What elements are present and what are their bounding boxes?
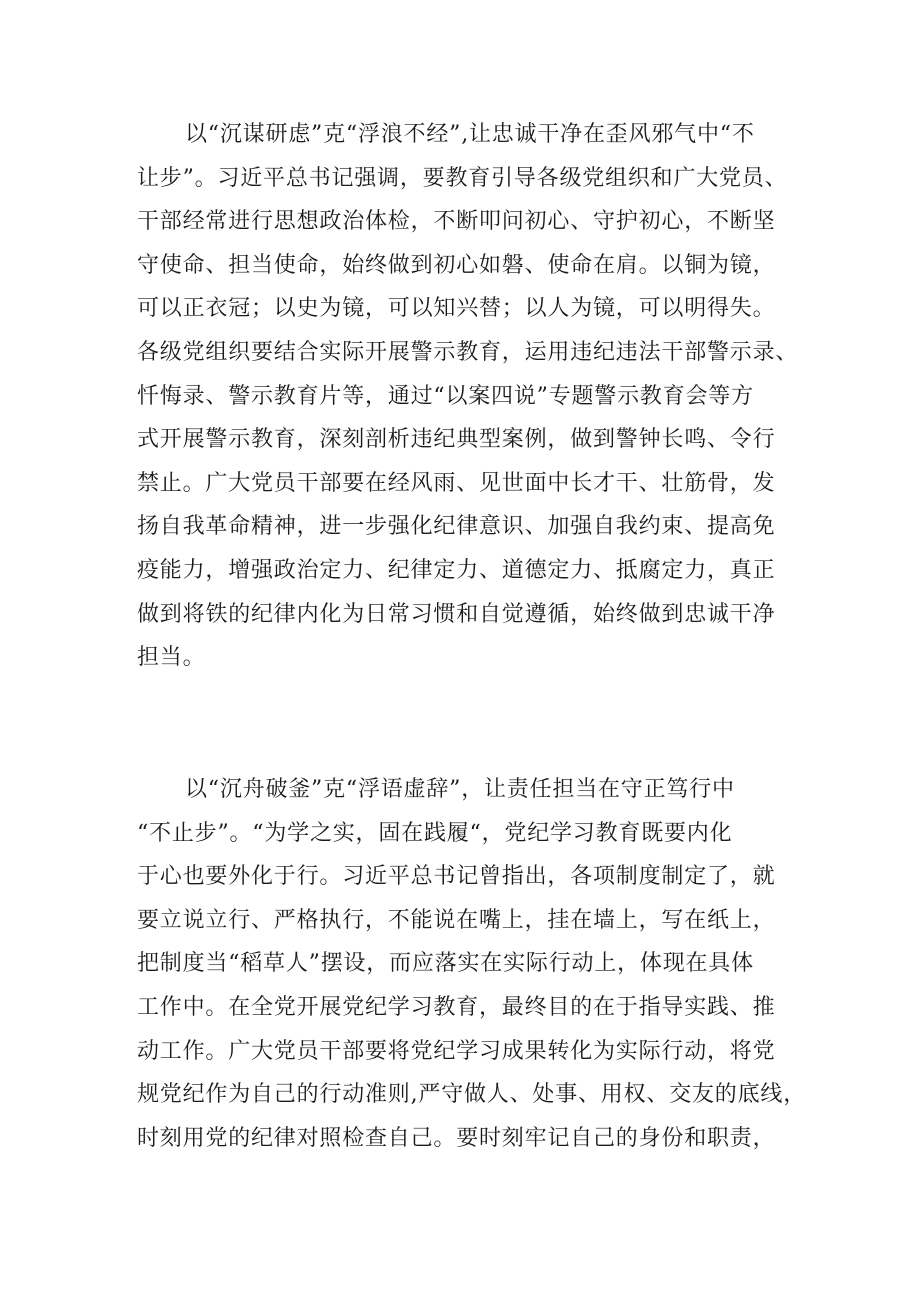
paragraph-line: 工作中。在全党开展党纪学习教育，最终目的在于指导实践、推: [137, 994, 776, 1020]
paragraph-line: “不止步”。“为学之实，固在践履“，党纪学习教育既要内化: [137, 820, 733, 846]
paragraph-line: 动工作。广大党员干部要将党纪学习成果转化为实际行动，将党: [137, 1038, 776, 1064]
paragraph-line: 各级党组织要结合实际开展警示教育，运用违纪违法干部警示录、: [137, 339, 799, 365]
paragraph-line: 禁止。广大党员干部要在经风雨、见世面中长才干、壮筋骨，发: [137, 470, 776, 496]
paragraph-line: 规党纪作为自己的行动准则,严守做人、处事、用权、交友的底线，: [137, 1082, 806, 1108]
paragraph-line: 守使命、担当使命，始终做到初心如磐、使命在肩。以铜为镜，: [137, 252, 776, 278]
paragraph-line: 把制度当“稻草人”摆设，而应落实在实际行动上，体现在具体: [137, 951, 754, 977]
paragraph-1: [137, 113, 799, 680]
paragraph-line: 要立说立行、严格执行，不能说在嘴上，挂在墙上，写在纸上，: [137, 907, 776, 933]
paragraph-line: 疫能力，增强政治定力、纪律定力、道德定力、抵腐定力，真正: [137, 557, 776, 583]
paragraph-line: 式开展警示教育，深刻剖析违纪典型案例，做到警钟长鸣、令行: [137, 427, 776, 453]
paragraph-line: 可以正衣冠；以史为镜，可以知兴替；以人为镜，可以明得失。: [137, 296, 776, 322]
paragraph-line: 以“沉舟破釜”克“浮语虚辞”，让责任担当在守正笃行中: [185, 777, 735, 802]
paragraph-line: 担当。: [137, 645, 206, 671]
paragraph-line: 以“沉谋研虑”克“浮浪不经”,让忠诚干净在歪风邪气中“不: [185, 122, 755, 147]
paragraph-2: [137, 768, 806, 1160]
paragraph-line: 做到将铁的纪律内化为日常习惯和自觉遵循，始终做到忠诚干净: [137, 601, 776, 627]
paragraph-line: 让步”。习近平总书记强调，要教育引导各级党组织和广大党员、: [137, 165, 788, 191]
paragraph-line: 干部经常进行思想政治体检，不断叩问初心、守护初心，不断坚: [137, 209, 776, 235]
paragraph-line: 于心也要外化于行。习近平总书记曾指出，各项制度制定了，就: [137, 864, 776, 890]
paragraph-line: 时刻用党的纪律对照检查自己。要时刻牢记自己的身份和职责，: [137, 1125, 776, 1151]
paragraph-line: 忏悔录、警示教育片等，通过“以案四说”专题警示教育会等方: [137, 383, 754, 409]
paragraph-line: 扬自我革命精神，进一步强化纪律意识、加强自我约束、提高免: [137, 514, 776, 540]
